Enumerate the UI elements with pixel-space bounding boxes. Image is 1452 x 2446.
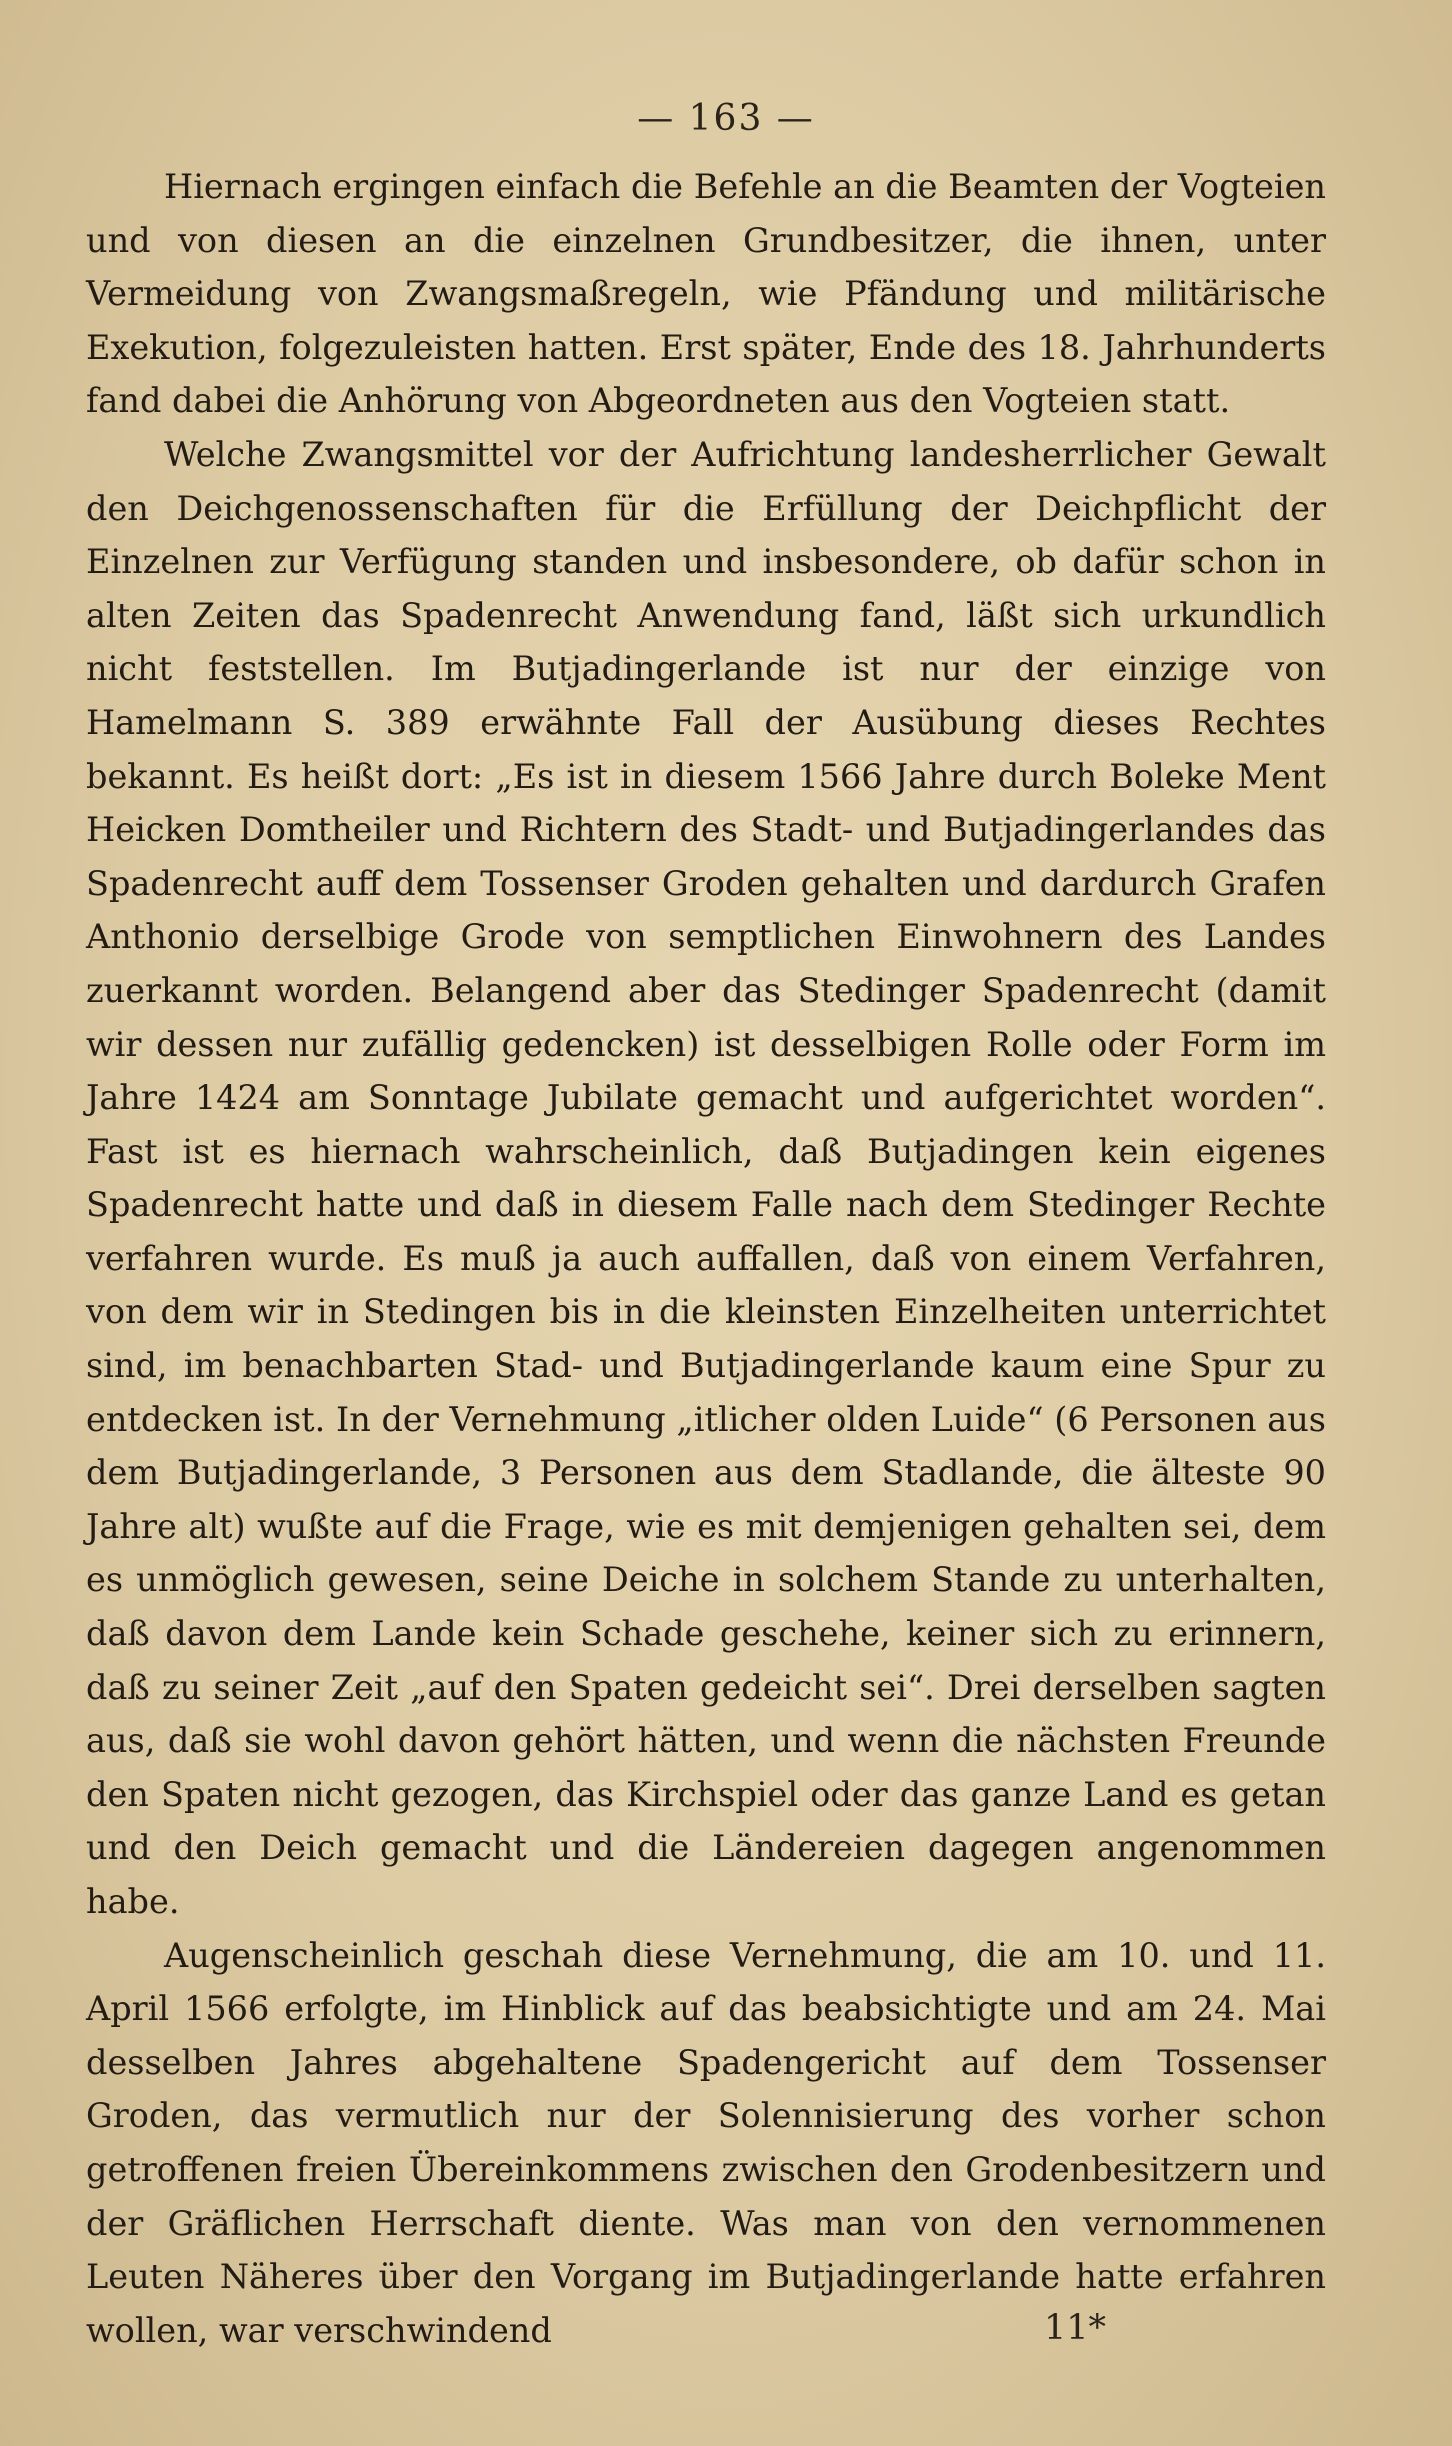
body-text: [86, 160, 1326, 2357]
paragraph-3: Augenscheinlich geschah diese Vernehmung, die am 10. und 11. April 1566 erfolgte, im Hinblick auf das beabsichtigte und am 24. Mai desselben Jahres abgehaltene Spadengericht auf dem Tossenser Groden, das vermutlich nur der Solennisierung des vorher schon getroffenen freien Übereinkommens zwischen den Grodenbesitzern und der Gräflichen Herrschaft diente. Was man von den vernommenen Leuten Näheres über den Vorgang im Butjadingerlande hatte erfahren wollen, war verschwindend: [86, 1935, 1326, 2350]
sheet-signature: 11*: [1043, 2308, 1106, 2348]
paragraph-1: Hiernach ergingen einfach die Befehle an die Beamten der Vogteien und von diesen an die einzelnen Grundbesitzer, die ihnen, unter Vermeidung von Zwangsmaßregeln, wie Pfändung und militärische Exekution, folgezuleisten hatten. Erst später, Ende des 18. Jahrhunderts fand dabei die Anhörung von Abgeordneten aus den Vogteien statt.: [86, 167, 1326, 421]
paragraph-2: Welche Zwangsmittel vor der Aufrichtung landesherrlicher Gewalt den Deichgenossenschaften für die Erfüllung der Deichpflicht der Einzelnen zur Verfügung standen und insbesondere, ob dafür schon in alten Zeiten das Spadenrecht Anwendung fand, läßt sich urkundlich nicht feststellen. Im Butjadingerlande ist nur der einzige von Hamelmann S. 389 erwähnte Fall der Ausübung dieses Rechtes bekannt. Es heißt dort: „Es ist in diesem 1566 Jahre durch Boleke Ment Heicken Domtheiler und Richtern des Stadt- und Butjadingerlandes das Spadenrecht auff dem Tossenser Groden gehalten und dardurch Grafen Anthonio derselbige Grode von semptlichen Einwohnern des Landes zuerkannt worden. Belangend aber das Stedinger Spadenrecht (damit wir dessen nur zufällig gedencken) ist desselbigen Rolle oder Form im Jahre 1424 am Sonntage Jubilate gemacht und aufgerichtet worden“. Fast ist es hiernach wahrscheinlich, daß Butjadingen kein eigenes Spadenrecht hatte und daß in diesem Falle nach dem Stedinger Rechte verfahren wurde. Es muß ja auch auffallen, daß von einem Verfahren, von dem wir in Stedingen bis in die kleinsten Einzelheiten unterrichtet sind, im benachbarten Stad- und Butjadingerlande kaum eine Spur zu entdecken ist. In der Vernehmung „itlicher olden Luide“ (6 Personen aus dem Butjadingerlande, 3 Personen aus dem Stadlande, die älteste 90 Jahre alt) wußte auf die Frage, wie es mit demjenigen gehalten sei, dem es unmöglich gewesen, seine Deiche in solchem Stande zu unterhalten, daß davon dem Lande kein Schade geschehe, keiner sich zu erinnern, daß zu seiner Zeit „auf den Spaten gedeicht sei“. Drei derselben sagten aus, daß sie wohl davon gehört hätten, und wenn die nächsten Freunde den Spaten nicht gezogen, das Kirchspiel oder das ganze Land es getan und den Deich gemacht und die Ländereien dagegen angenommen habe.: [86, 434, 1326, 1921]
page-number-header: — 163 —: [637, 98, 815, 139]
